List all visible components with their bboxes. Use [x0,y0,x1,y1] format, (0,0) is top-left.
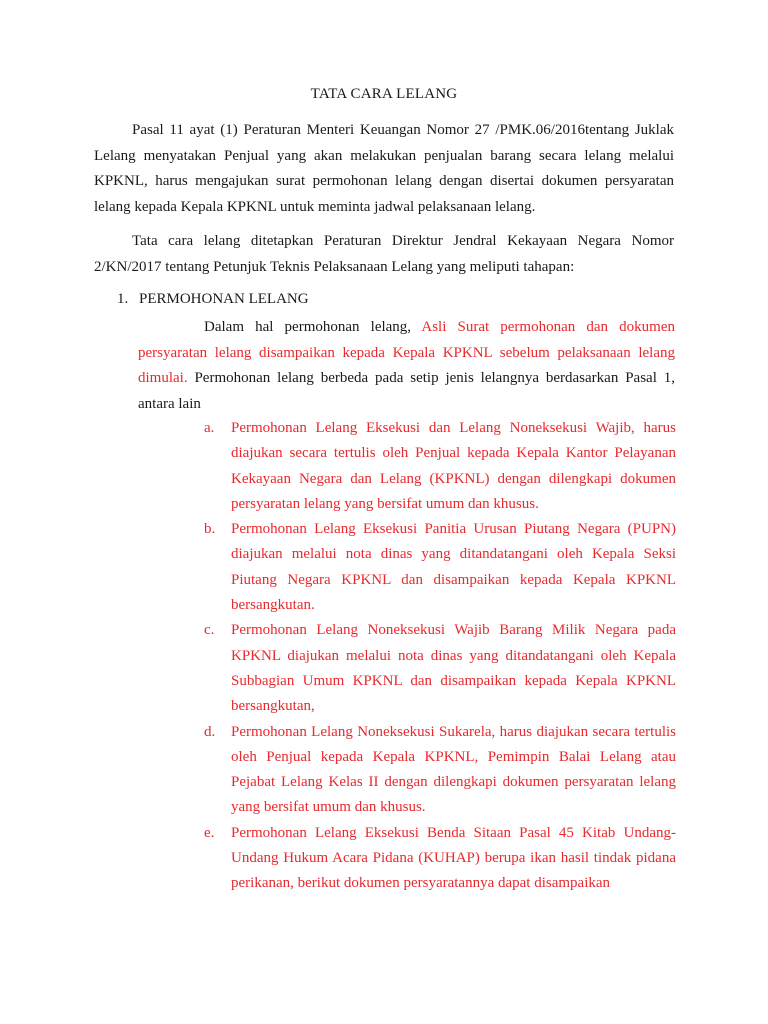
list-item-text: Permohonan Lelang Eksekusi dan Lelang Noneksekusi Wajib, harus diajukan secara tertulis oleh Penjual kepada Kepala Kantor Pelayanan Kekayaan Negara dan Lelang (KPKNL) dengan dilengkapi dokumen persyaratan lelang yang bersifat umum dan khusus. [231,420,676,512]
section-intro-highlight: Asli Surat permohonan dan dokumen persyaratan lelang disampaikan kepada Kepala KPKNL sebelum pelaksanaan lelang dimulai. [138,319,675,386]
list-item [204,618,676,719]
list-item [204,517,676,618]
list-item-text: Permohonan Lelang Noneksekusi Wajib Barang Milik Negara pada KPKNL diajukan melalui nota dinas yang ditandatangani oleh Kepala Subbagian Umum KPKNL dan disampaikan kepada Kepala KPKNL bersangkutan, [231,622,676,715]
section-intro-text: Dalam hal permohonan lelang, [204,319,422,335]
list-marker: b. [204,521,216,538]
section-intro-continuation: Permohonan lelang berbeda pada setip jenis lelangnya berdasarkan Pasal 1, antara lain [138,370,675,412]
section-title: PERMOHONAN LELANG [139,291,309,307]
document-title: TATA CARA LELANG [310,86,458,102]
section-heading [117,291,309,308]
section-number: 1. [117,291,129,307]
list-item-text: Permohonan Lelang Eksekusi Panitia Urusan Piutang Negara (PUPN) diajukan melalui nota dinas yang ditandatangani oleh Kepala Seksi Piutang Negara KPKNL dan disampaikan kepada Kepala KPKNL bersangkutan. [231,521,676,614]
list-marker: d. [204,723,216,740]
list-item [204,821,676,897]
list-item [204,416,676,517]
list-marker: c. [204,622,215,639]
paragraph-procedure-intro: Tata cara lelang ditetapkan Peraturan Direktur Jendral Kekayaan Negara Nomor 2/KN/2017 tentang Petunjuk Teknis Pelaksanaan Lelang yang meliputi tahapan: [94,233,674,275]
list-marker: a. [204,420,215,436]
paragraph-legal-basis: Pasal 11 ayat (1) Peraturan Menteri Keuangan Nomor 27 /PMK.06/2016tentang Juklak Lelang menyatakan Penjual yang akan melakukan penjualan barang secara lelang melalui KPKNL, harus mengajukan surat permohonan lelang dengan disertai dokumen persyaratan lelang kepada Kepala KPKNL untuk meminta jadwal pelaksanaan lelang. [94,122,674,215]
list-marker: e. [204,824,215,841]
list-item-text: Permohonan Lelang Noneksekusi Sukarela, harus diajukan secara tertulis oleh Penjual kepada Kepala KPKNL, Pemimpin Balai Lelang atau Pejabat Lelang Kelas II dengan dilengkapi dokumen persyaratan lelang yang bersifat umum dan khusus. [231,723,676,816]
section-intro-paragraph [138,315,675,417]
request-type-list [204,416,676,897]
list-item-text: Permohonan Lelang Eksekusi Benda Sitaan Pasal 45 Kitab Undang-Undang Hukum Acara Pidana (KUHAP) berupa ikan hasil tindak pidana perikanan, berikut dokumen persyaratannya dapat disampaikan [231,824,676,892]
list-item [204,720,676,821]
